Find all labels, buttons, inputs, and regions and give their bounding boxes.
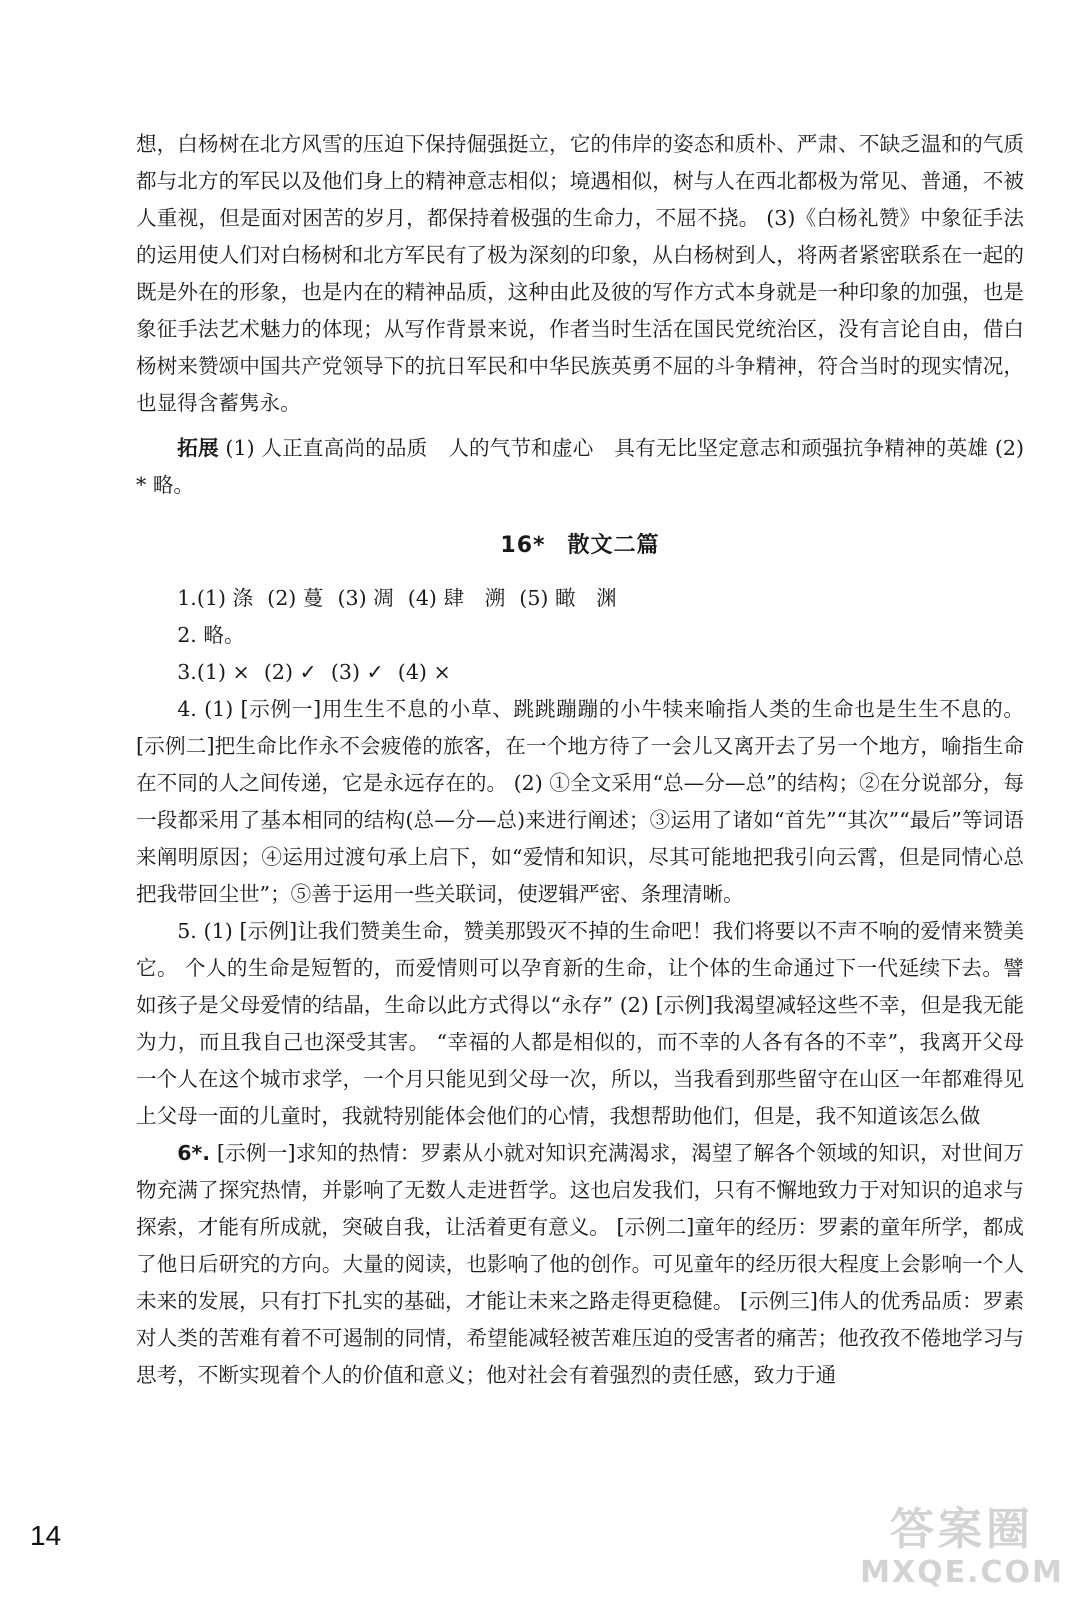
question-2-answer: 2. 略。 [177, 623, 245, 647]
question-5-answer: 5. (1) [示例]让我们赞美生命，赞美那毁灭不掉的生命吧！我们将要以不声不响的爱情来赞美它。 个人的生命是短暂的，而爱情则可以孕育新的生命，让个体的生命通过下一代延续下去。譬如孩子是父母爱情的结晶，生命以此方式得以“永存” (2) [示例]我渴望减轻这些不幸，但是我无能为力，而且我自己也深受其害。 “幸福的人都是相似的，而不幸的人各有各的不幸”，我离开父母一个人在这个城市求学，一个月只能见到父母一次，所以，当我看到那些留守在山区一年都难得见上父母一面的儿童时，我就特别能体会他们的心情，我想帮助他们，但是，我不知道该怎么做 [136, 919, 1024, 1128]
question-6-answer [136, 1135, 1024, 1394]
section-heading [136, 530, 1024, 562]
site-watermark [852, 1504, 1072, 1590]
extension-text: (1) 人正直高尚的品质 人的气节和虚心 具有无比坚定意志和顽强抗争精神的英雄 (2)* 略。 [136, 436, 1024, 497]
section-number: 16* [500, 533, 546, 558]
question-6-label: 6*. [177, 1141, 211, 1165]
question-1-part: (5) 瞰 渊 [519, 586, 617, 610]
question-3-answer [136, 654, 1024, 691]
extension-paragraph [136, 430, 1024, 504]
answer-page-content [136, 126, 1024, 1394]
question-1-part: (2) 蔓 [267, 586, 324, 610]
page-number: 14 [30, 1520, 62, 1551]
question-6-text: [示例一]求知的热情：罗素从小就对知识充满渴求，渴望了解各个领域的知识，对世间万物充满了探究热情，并影响了无数人走进哲学。这也启发我们，只有不懈地致力于对知识的追求与探索，才能有所成就，突破自我，让活着更有意义。 [示例二]童年的经历：罗素的童年所学，都成了他日后研究的方向。大量的阅读，也影响了他的创作。可见童年的经历很大程度上会影响一个人未来的发展，只有打下扎实的基础，才能让未来之路走得更稳健。 [示例三]伟人的优秀品质：罗素对人类的苦难有着不可遏制的同情，希望能减轻被苦难压迫的受害者的痛苦；他孜孜不倦地学习与思考，不断实现着个人的价值和意义；他对社会有着强烈的责任感，致力于通 [136, 1141, 1024, 1387]
watermark-bottom-text: MXQE.COM [860, 1555, 1064, 1590]
question-1-label: 1. [177, 586, 197, 610]
question-1-part: (3) 凋 [337, 586, 394, 610]
question-3-part: (3) ✓ [330, 660, 384, 684]
question-3-part: (2) ✓ [263, 660, 317, 684]
section-title: 散文二篇 [567, 533, 660, 558]
question-3-part: (4) × [397, 660, 451, 684]
question-1-part: (4) 肆 溯 [407, 586, 506, 610]
continued-answer-paragraph: 想，白杨树在北方风雪的压迫下保持倔强挺立，它的伟岸的姿态和质朴、严肃、不缺乏温和的气质都与北方的军民以及他们身上的精神意志相似；境遇相似，树与人在西北都极为常见、普通，不被人重视，但是面对困苦的岁月，都保持着极强的生命力，不屈不挠。 (3)《白杨礼赞》中象征手法的运用使人们对白杨树和北方军民有了极为深刻的印象，从白杨树到人，将两者紧密联系在一起的既是外在的形象，也是内在的精神品质，这种由此及彼的写作方式本身就是一种印象的加强，也是象征手法艺术魅力的体现；从写作背景来说，作者当时生活在国民党统治区，没有言论自由，借白杨树来赞颂中国共产党领导下的抗日军民和中华民族英勇不屈的斗争精神，符合当时的现实情况，也显得含蓄隽永。 [136, 132, 1024, 415]
watermark-top-text: 答案圈 [890, 1504, 1034, 1555]
question-3-part: (1) × [196, 660, 250, 684]
question-1-part: (1) 涤 [196, 586, 254, 610]
question-1-answer [136, 580, 1024, 617]
question-3-label: 3. [177, 660, 197, 684]
extension-label: 拓展 [177, 436, 219, 460]
question-4-answer: 4. (1) [示例一]用生生不息的小草、跳跳蹦蹦的小牛犊来喻指人类的生命也是生生不息的。 [示例二]把生命比作永不会疲倦的旅客，在一个地方待了一会儿又离开去了另一个地方，喻指生命在不同的人之间传递，它是永远存在的。 (2) ①全文采用“总—分—总”的结构；②在分说部分，每一段都采用了基本相同的结构(总—分—总)来进行阐述；③运用了诸如“首先”“其次”“最后”等词语来阐明原因；④运用过渡句承上启下，如“爱情和知识，尽其可能地把我引向云霄，但是同情心总把我带回尘世”；⑤善于运用一些关联词，使逻辑严密、条理清晰。 [136, 697, 1024, 906]
